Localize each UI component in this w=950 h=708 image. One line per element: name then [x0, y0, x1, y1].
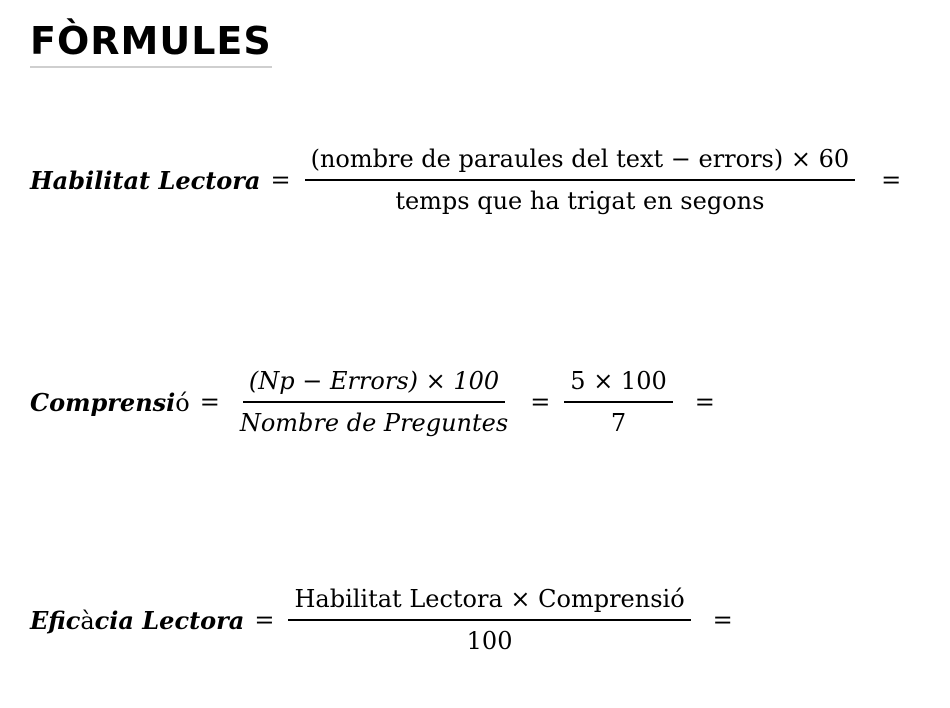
formula-lhs-part: Efic	[30, 605, 81, 635]
fraction-numerator: Habilitat Lectora × Comprensió	[288, 583, 690, 621]
fraction-denominator: 100	[466, 627, 513, 655]
formula-lhs-part: à	[80, 606, 95, 635]
formula-habilitat-lectora	[30, 143, 901, 217]
formula-lhs	[30, 606, 244, 635]
trailing-equals-sign: =	[881, 166, 902, 194]
formula-comprensio	[30, 365, 715, 439]
equals-sign: =	[270, 166, 291, 194]
formula-lhs-main: Comprensi	[30, 387, 176, 417]
page-title: FÒRMULES	[30, 18, 272, 68]
trailing-equals-sign: =	[712, 606, 733, 634]
fraction	[305, 143, 856, 217]
fraction-denominator: temps que ha trigat en segons	[395, 187, 765, 215]
fraction-numerator: (Np − Errors) × 100	[243, 365, 505, 403]
formula-eficacia-lectora	[30, 583, 733, 657]
formula-lhs: Habilitat Lectora	[30, 165, 261, 195]
formula-lhs	[30, 388, 190, 417]
equals-sign: =	[199, 388, 220, 416]
fraction	[564, 365, 672, 439]
equals-sign: =	[254, 606, 275, 634]
fraction-denominator: Nombre de Preguntes	[239, 409, 509, 437]
equals-sign: =	[530, 388, 551, 416]
fraction-numerator: (nombre de paraules del text − errors) × 60	[305, 143, 856, 181]
formula-lhs-part: cia Lectora	[94, 605, 245, 635]
fraction-denominator: 7	[610, 409, 627, 437]
fraction	[288, 583, 690, 657]
fraction-numerator: 5 × 100	[564, 365, 672, 403]
formula-lhs-suffix: ó	[175, 388, 190, 417]
trailing-equals-sign: =	[694, 388, 715, 416]
fraction	[234, 365, 514, 439]
